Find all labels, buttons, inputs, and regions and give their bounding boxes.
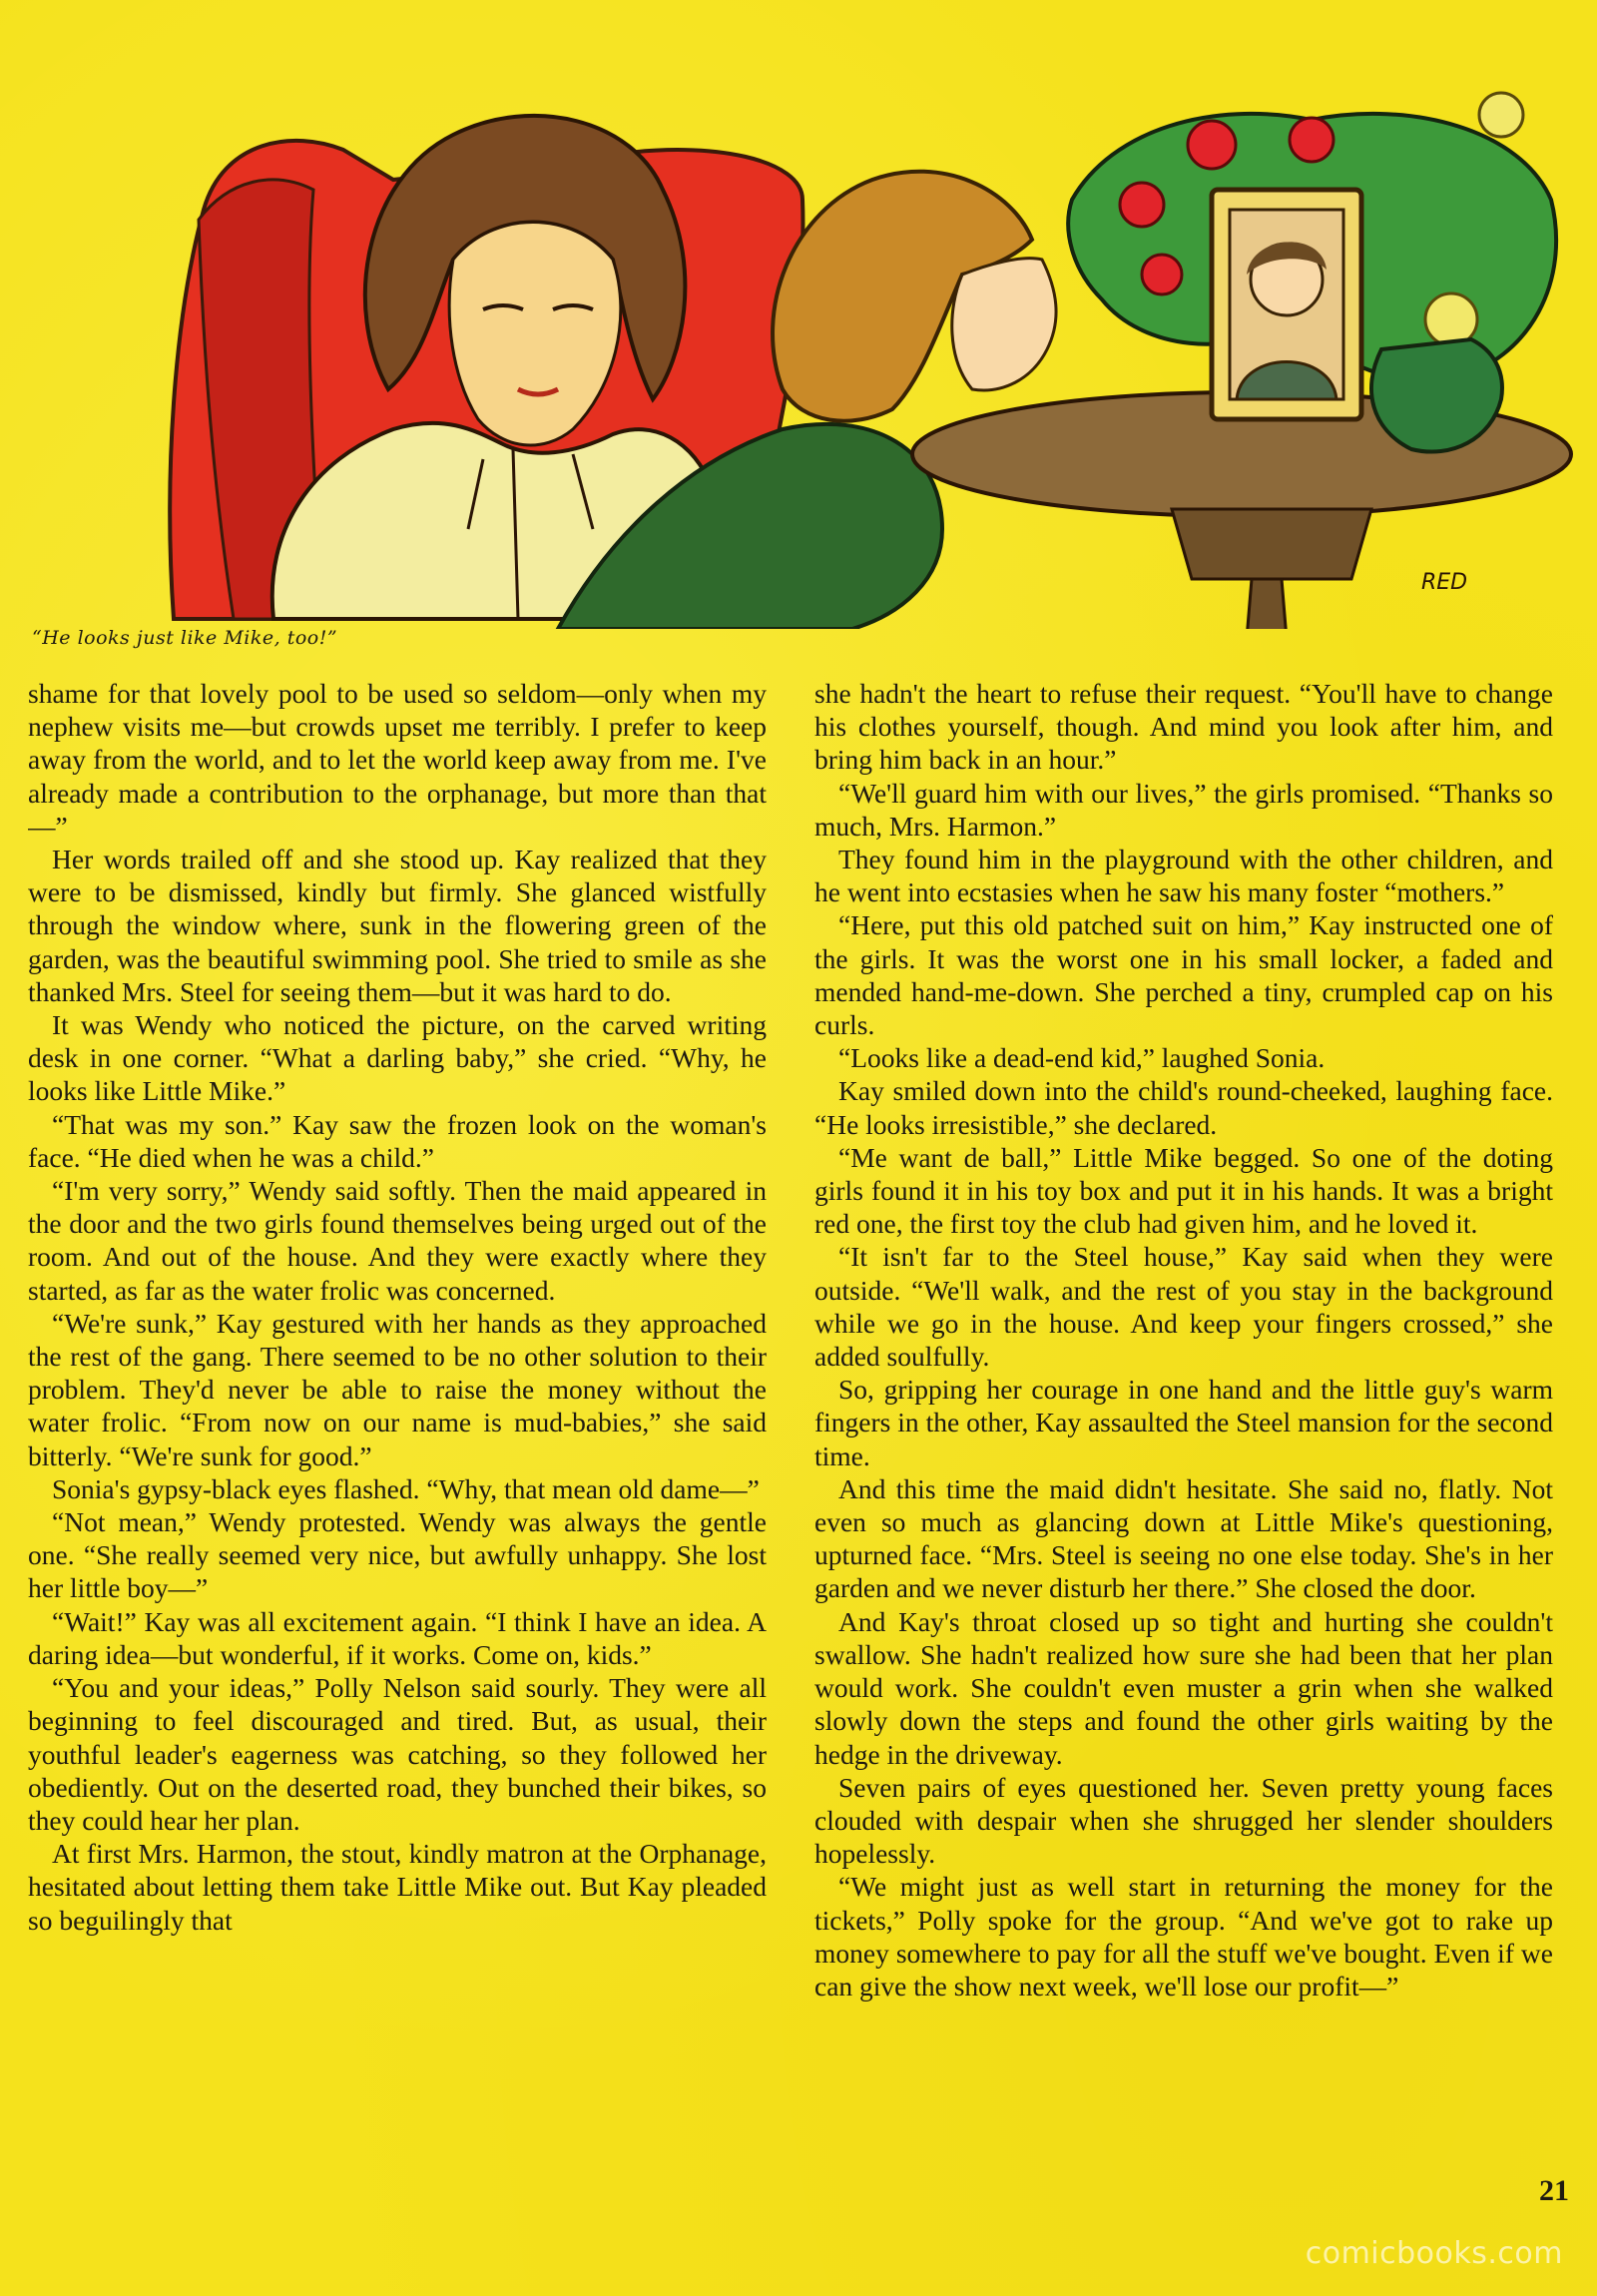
right-girl-face: [952, 259, 1056, 390]
paragraph: So, gripping her courage in one hand and the little guy's warm fingers in the other, Kay assaulted the Steel mansion for the second time.: [814, 1374, 1553, 1471]
paragraph: shame for that lovely pool to be used so seldom—only when my nephew visits me—but crowds upset me terribly. I prefer to keep away from the world, and to let the world keep away from me. I've already made a contribution to the orphanage, but more than that—”: [28, 678, 767, 842]
paragraph: “It isn't far to the Steel house,” Kay said when they were outside. “We'll walk, and the rest of you stay in the background while we go in the house. And keep your fingers crossed,” she added soulfully.: [814, 1241, 1553, 1373]
paragraph: “We'll guard him with our lives,” the girls promised. “Thanks so much, Mrs. Harmon.”: [814, 777, 1553, 842]
paragraph: “We might just as well start in returning the money for the tickets,” Polly spoke for the group. “And we've got to rake up money somewhere to pay for all the stuff we've bought. Even if we can give the show next week, we'll lose our profit—”: [814, 1871, 1553, 2002]
paragraph: At first Mrs. Harmon, the stout, kindly matron at the Orphanage, hesitated about letting them take Little Mike out. But Kay pleaded so beguilingly that: [28, 1838, 767, 1936]
illustration-caption: “He looks just like Mike, too!”: [32, 627, 338, 649]
paragraph: “That was my son.” Kay saw the frozen look on the woman's face. “He died when he was a child.”: [28, 1108, 767, 1173]
paragraph: Kay smiled down into the child's round-cheeked, laughing face. “He looks irresistible,” she declared.: [814, 1075, 1553, 1140]
paragraph: “Me want de ball,” Little Mike begged. So one of the doting girls found it in his toy box and put it in his hands. It was a bright red one, the first toy the club had given him, and he loved it.: [814, 1141, 1553, 1240]
paragraph: “Not mean,” Wendy protested. Wendy was always the gentle one. “She really seemed very nice, but awfully unhappy. She lost her little boy—”: [28, 1506, 767, 1604]
paragraph: “You and your ideas,” Polly Nelson said sourly. They were all beginning to feel discouraged and tired. But, as usual, their youthful leader's eagerness was catching, so they followed her obediently. Out on the deserted road, they bunched their bikes, so they could hear her plan.: [28, 1672, 767, 1836]
paragraph: And Kay's throat closed up so tight and hurting she couldn't swallow. She hadn't realized how sure she had been that her plan would work. She couldn't even muster a grin when she walked slowly down the steps and found the other girls waiting by the hedge in the driveway.: [814, 1605, 1553, 1770]
page-number: 21: [1539, 2174, 1569, 2207]
paragraph: “Here, put this old patched suit on him,” Kay instructed one of the girls. It was the worst one in his small locker, a faded and mended hand-me-down. She perched a tiny, crumpled cap on his curls.: [814, 909, 1553, 1041]
flower-vase: [1371, 339, 1502, 452]
right-text-column: [814, 677, 1553, 2184]
paragraph: “Wait!” Kay was all excitement again. “I think I have an idea. A daring idea—but wonderful, if it works. Come on, kids.”: [28, 1605, 767, 1670]
paragraph: They found him in the playground with the other children, and he went into ecstasies when he saw his many foster “mothers.”: [814, 844, 1553, 908]
paragraph: It was Wendy who noticed the picture, on the carved writing desk in one corner. “What a darling baby,” she cried. “Why, he looks like Little Mike.”: [28, 1009, 767, 1107]
story-illustration: [14, 60, 1581, 629]
paragraph: And this time the maid didn't hesitate. She said no, flatly. Not even so much as glancing down at Little Mike's questioning, upturned face. “Mrs. Steel is seeing no one else today. She's in her garden and we never disturb her there.” She closed the door.: [814, 1472, 1553, 1604]
paragraph: “I'm very sorry,” Wendy said softly. Then the maid appeared in the door and the two girls found themselves being urged out of the room. And out of the house. And they were exactly where they started, as far as the water frolic was concerned.: [28, 1175, 767, 1306]
paragraph: she hadn't the heart to refuse their request. “You'll have to change his clothes yourself, though. And mind you look after him, and bring him back in an hour.”: [814, 678, 1553, 776]
site-watermark: comicbooks.com: [1305, 2236, 1563, 2271]
artist-signature: RED: [1421, 570, 1468, 595]
paragraph: Her words trailed off and she stood up. Kay realized that they were to be dismissed, kindly but firmly. She glanced wistfully through the window where, sunk in the flowering green of the garden, was the beautiful swimming pool. She tried to smile as she thanked Mrs. Steel for seeing them—but it was hard to do.: [28, 844, 767, 1007]
paragraph: “Looks like a dead-end kid,” laughed Sonia.: [838, 1042, 1326, 1074]
paragraph: “We're sunk,” Kay gestured with her hands as they approached the rest of the gang. There seemed to be no other solution to their problem. They'd never be able to raise the money without the water frolic. “From now on our name is mud-babies,” she said bitterly. “We're sunk for good.”: [28, 1307, 767, 1471]
paragraph: Sonia's gypsy-black eyes flashed. “Why, that mean old dame—”: [52, 1472, 760, 1504]
paragraph: Seven pairs of eyes questioned her. Seven pretty young faces clouded with despair when she shrugged her slender shoulders hopelessly.: [814, 1771, 1553, 1870]
left-text-column: [28, 677, 767, 2184]
